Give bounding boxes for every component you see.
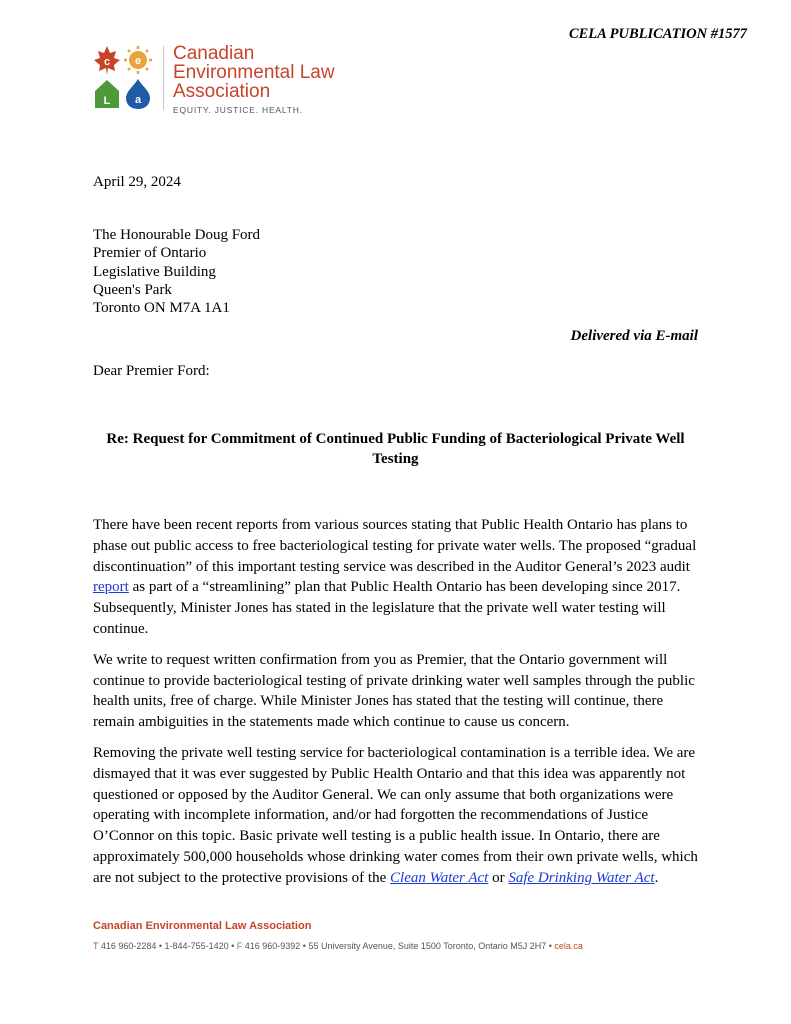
footer-contact bbox=[93, 941, 713, 951]
paragraph: There have been recent reports from various sources stating that Public Health Ontario has plans to phase out public access to free bacteriological testing for private water wells. The proposed “gradual discontinuation” of this important testing service was described in the Auditor General’s 2023 audit report as part of a “streamlining” plan that Public Health Ontario has been developing since 2017. Subsequently, Minister Jones has stated in the legislature that the private well water testing will continue. bbox=[93, 517, 697, 637]
logo-wordmark bbox=[173, 44, 335, 115]
house-icon bbox=[95, 80, 119, 108]
salutation: Dear Premier Ford: bbox=[93, 363, 210, 379]
svg-text:a: a bbox=[134, 94, 142, 106]
paragraph: Removing the private well testing service for bacteriological contamination is a terrible idea. We are dismayed that it was ever suggested by Public Health Ontario and that this idea was apparently not questioned or opposed by the Auditor General. We can only assume that both organizations were operating with incomplete information, and/or had forgotten the recommendations of Justice O’Connor on this topic. Basic private well testing is a public health issue. In Ontario, there are approximately 500,000 households whose drinking water comes from their own private wells, which are not subject to the protective provisions of the Clean Water Act or Safe Drinking Water Act. bbox=[93, 744, 698, 886]
subject-line: Re: Request for Commitment of Continued Public Funding of Bacteriological Private Well Testing bbox=[106, 431, 685, 467]
letter-body bbox=[93, 515, 698, 899]
fax-label: F bbox=[236, 941, 243, 951]
svg-text:c: c bbox=[103, 56, 111, 68]
logo-line-2: Environmental Law bbox=[173, 62, 335, 83]
water-drop-icon bbox=[126, 79, 150, 109]
paragraph: We write to request written confirmation from you as Premier, that the Ontario government will continue to provide bacteriological testing of private drinking water well samples through the public health units, free of charge. While Minister Jones has stated that the testing will continue, there remain ambiguities in the statements made which continue to cause us concern. bbox=[93, 651, 695, 731]
phone-numbers: 416 960-2284 • 1-844-755-1420 • bbox=[98, 941, 237, 951]
phone-label: T bbox=[93, 941, 99, 951]
report-link[interactable]: report bbox=[93, 579, 129, 596]
clean-water-act-link[interactable]: Clean Water Act bbox=[390, 869, 489, 886]
safe-drinking-water-act-link[interactable]: Safe Drinking Water Act bbox=[508, 869, 655, 886]
logo-divider bbox=[163, 46, 164, 110]
letterhead-footer bbox=[93, 919, 713, 951]
recipient-address bbox=[93, 226, 260, 317]
cela-logo-mark bbox=[93, 44, 153, 110]
publication-number: CELA PUBLICATION #1577 bbox=[568, 26, 747, 42]
recipient-line: The Honourable Doug Ford bbox=[93, 227, 261, 243]
footer-organization: Canadian Environmental Law Association bbox=[93, 920, 312, 932]
recipient-line: Premier of Ontario bbox=[93, 245, 207, 262]
svg-text:e: e bbox=[134, 55, 142, 67]
recipient-line: Toronto ON M7A 1A1 bbox=[93, 300, 230, 317]
website-link[interactable]: cela.ca bbox=[554, 941, 583, 951]
logo-line-1: Canadian bbox=[173, 43, 255, 64]
letter-date: April 29, 2024 bbox=[93, 174, 181, 190]
recipient-line: Queen's Park bbox=[93, 281, 172, 298]
logo-line-3: Association bbox=[173, 81, 271, 102]
logo-tagline: EQUITY. JUSTICE. HEALTH. bbox=[173, 105, 303, 115]
delivery-note: Delivered via E-mail bbox=[570, 328, 698, 344]
fax-and-address: 416 960-9392 • 55 University Avenue, Suite 1500 Toronto, Ontario M5J 2H7 • bbox=[242, 941, 555, 951]
sun-icon bbox=[124, 46, 152, 74]
svg-text:L: L bbox=[103, 95, 111, 107]
maple-leaf-icon bbox=[94, 46, 120, 75]
cela-logo bbox=[93, 44, 353, 116]
recipient-line: Legislative Building bbox=[93, 263, 216, 280]
